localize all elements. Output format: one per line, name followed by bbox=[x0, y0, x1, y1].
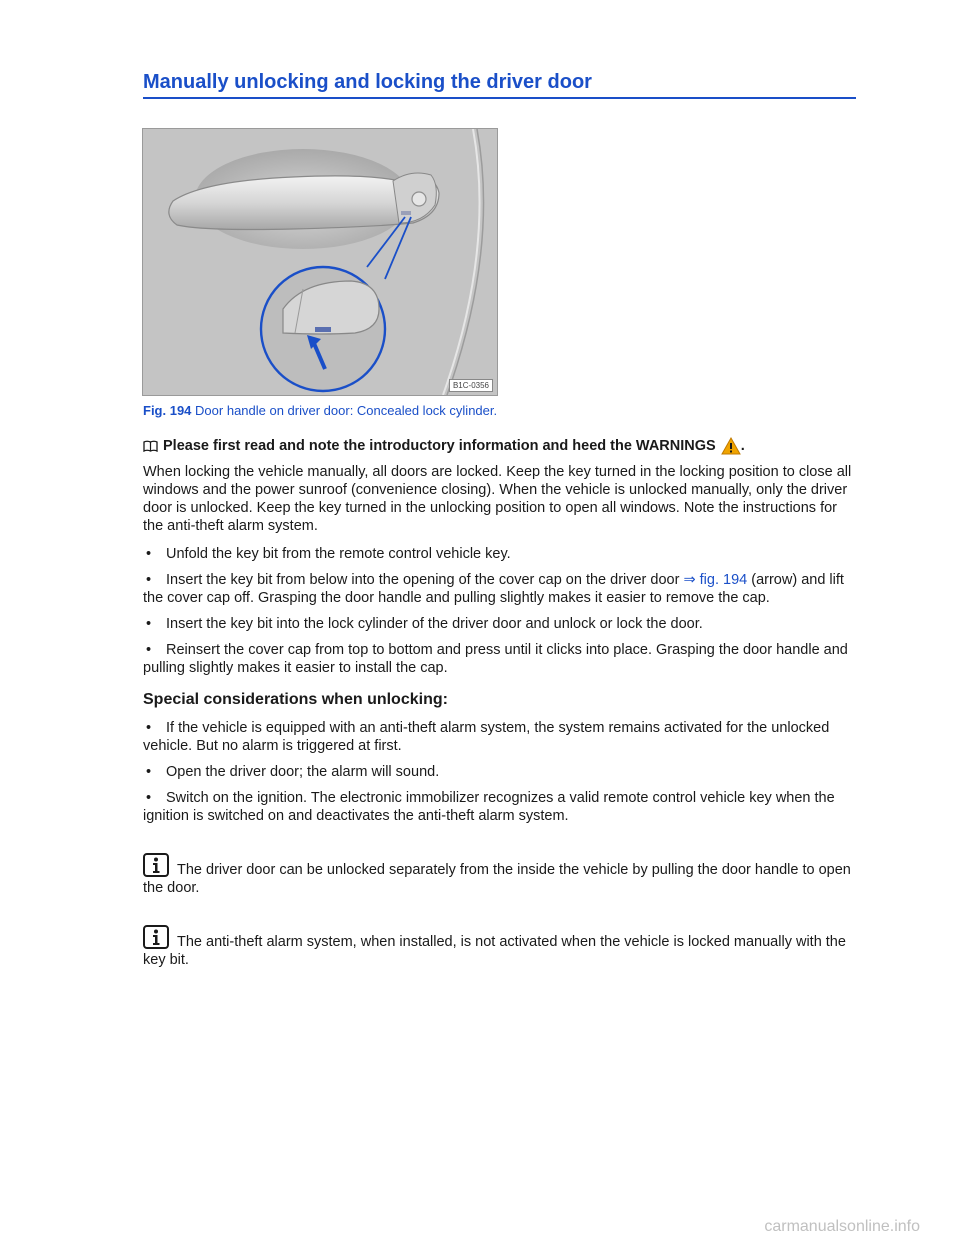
intro-text: Please first read and note the introductory information and heed the WARNINGS bbox=[163, 438, 716, 454]
list-item: • If the vehicle is equipped with an anti-theft alarm system, the system remains activated for the unlocked vehicle. But no alarm is triggered at first. bbox=[143, 720, 830, 754]
list-item: • Reinsert the cover cap from top to bottom and press until it clicks into place. Grasping the door handle and pulling slightly makes it easier to install the cap. bbox=[143, 642, 848, 676]
watermark: carmanualsonline.info bbox=[764, 1218, 920, 1235]
info-note: The driver door can be unlocked separately from the inside the vehicle by pulling the door handle to open the door. bbox=[143, 853, 855, 897]
intro-line bbox=[143, 437, 855, 455]
book-icon bbox=[143, 440, 158, 452]
figure-caption bbox=[143, 403, 497, 418]
special-heading: Special considerations when unlocking: bbox=[143, 691, 448, 708]
figure-number: Fig. 194 bbox=[143, 403, 192, 418]
main-content bbox=[143, 437, 855, 969]
info-icon bbox=[143, 925, 169, 949]
page-title: Manually unlocking and locking the driver door bbox=[143, 70, 856, 99]
list-item: • Open the driver door; the alarm will sound. bbox=[146, 764, 440, 780]
figure-code: B1C-0356 bbox=[449, 379, 493, 392]
list-item: • Insert the key bit from below into the opening of the cover cap on the driver door ⇒ fig. 194 (arrow) and lift the cover cap off. Grasping the door handle and pulling slightly makes it easier to remove the cap. bbox=[143, 572, 844, 606]
door-handle-figure bbox=[142, 128, 498, 396]
figure-link[interactable]: ⇒ fig. 194 bbox=[683, 572, 748, 588]
info-note: The anti-theft alarm system, when installed, is not activated when the vehicle is locked manually with the key bit. bbox=[143, 925, 855, 969]
intro-period: . bbox=[740, 438, 745, 454]
list-item: • Unfold the key bit from the remote control vehicle key. bbox=[146, 546, 511, 562]
warning-triangle-icon bbox=[721, 437, 741, 455]
figure-caption-text: Door handle on driver door: Concealed lock cylinder. bbox=[195, 403, 498, 418]
list-item: • Insert the key bit into the lock cylinder of the driver door and unlock or lock the door. bbox=[146, 616, 703, 632]
door-handle-illustration bbox=[143, 129, 497, 395]
main-paragraph: When locking the vehicle manually, all doors are locked. Keep the key turned in the locking position to close all windows and the power sunroof (convenience closing). When the vehicle is unlocked manually, only the driver door is unlocked. Keep the key turned in the unlocking position to open all windows. Note the instructions for the anti-theft alarm system. bbox=[143, 464, 852, 534]
info-icon bbox=[143, 853, 169, 877]
list-item: • Switch on the ignition. The electronic immobilizer recognizes a valid remote control vehicle key when the ignition is switched on and deactivates the anti-theft alarm system. bbox=[143, 790, 835, 824]
